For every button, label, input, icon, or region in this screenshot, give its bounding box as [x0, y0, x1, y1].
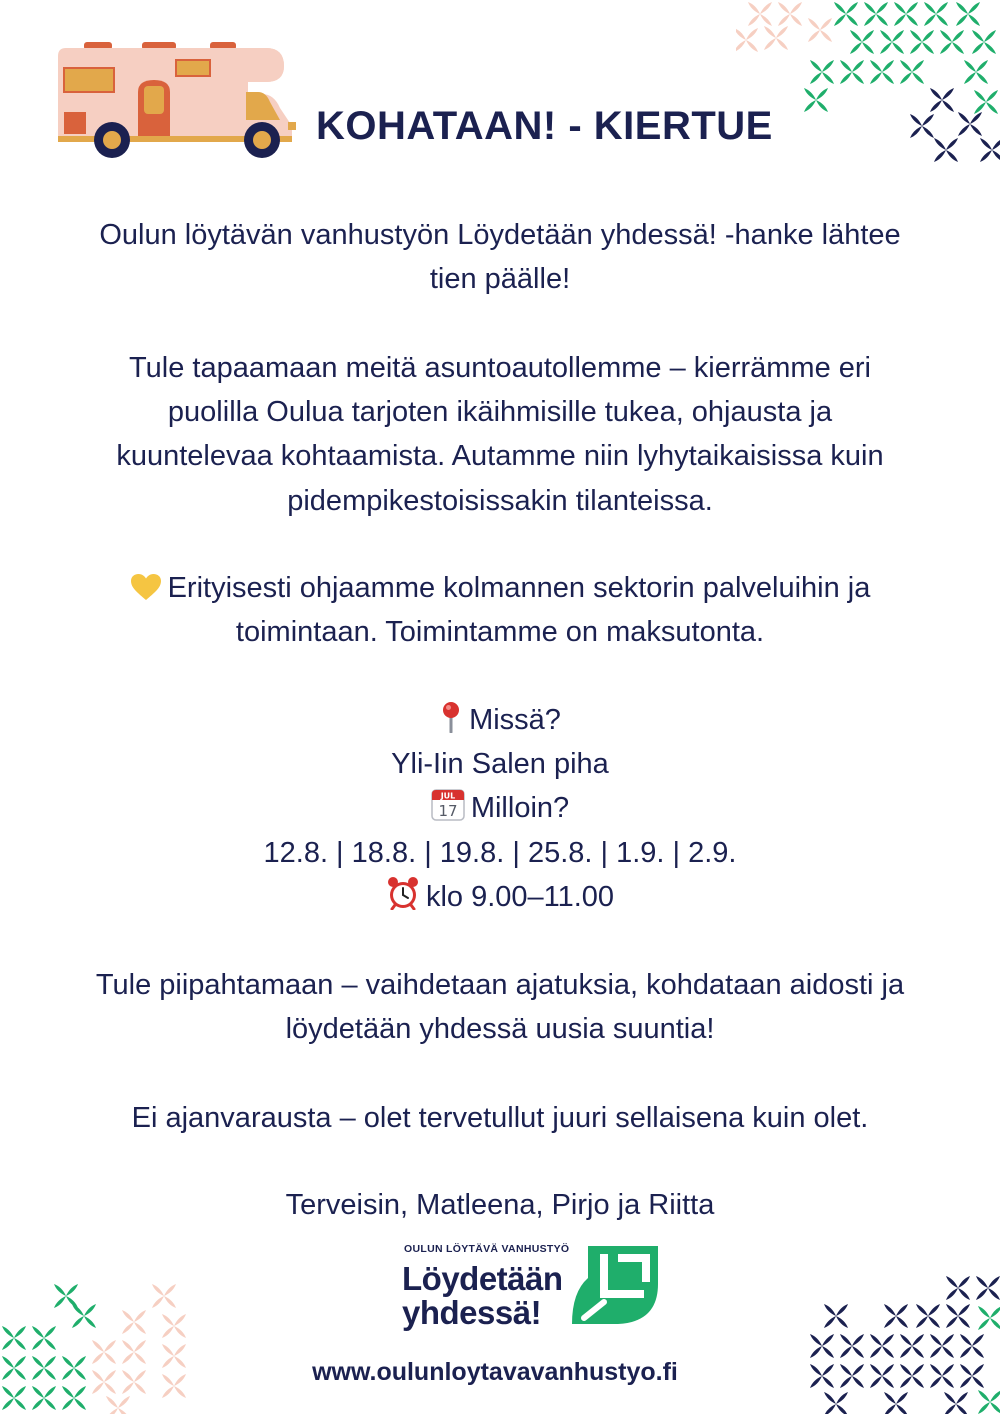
decorative-leaf-pattern — [736, 0, 1000, 175]
intro-line-1: Oulun löytävän vanhustyön Löydetään yhdessä! -hanke lähtee — [99, 219, 901, 251]
decorative-leaf-pattern-bottom-right — [806, 1274, 1000, 1414]
event-info — [40, 698, 960, 919]
decorative-leaf-pattern-bottom-left — [0, 1276, 200, 1414]
where-label-line — [40, 698, 960, 742]
calendar-month: JUL — [440, 791, 456, 801]
special-line-2: toimintaan. Toimintamme on maksutonta. — [235, 616, 765, 649]
special-line-1-text: Erityisesti ohjaamme kolmannen sektorin palveluihin ja — [167, 572, 871, 604]
logo-small-text: OULUN LÖYTÄVÄ VANHUSTYÖ — [404, 1243, 570, 1255]
description-line-4: pidempikestoisissakin tilanteissa. — [287, 484, 713, 517]
time-line — [40, 875, 960, 919]
where-value: Yli-Iin Salen piha — [391, 748, 609, 781]
website-link[interactable]: www.oulunloytavavanhustyo.fi — [312, 1358, 678, 1386]
camper-van-icon — [52, 36, 300, 162]
intro-paragraph — [40, 213, 960, 301]
signature-text: Terveisin, Matleena, Pirjo ja Riitta — [285, 1189, 715, 1221]
special-paragraph — [40, 566, 960, 654]
page-title: KOHATAAN! - KIERTUE — [316, 104, 773, 148]
when-label: Milloin? — [470, 792, 570, 825]
intro-line-2: tien päälle! — [429, 263, 571, 296]
alarm-clock-icon — [386, 876, 420, 910]
description-line-3: kuuntelevaa kohtaamista. Autamme niin lyhytaikaisissa kuin — [116, 440, 884, 473]
where-label: Missä? — [469, 704, 561, 736]
description-line-2: puolilla Oulua tarjoten ikäihmisille tukea, ohjausta ja — [167, 396, 833, 429]
leaf-logo-icon — [568, 1244, 660, 1326]
yellow-heart-icon — [130, 573, 162, 601]
event-time: klo 9.00–11.00 — [425, 880, 615, 913]
pin-icon — [439, 701, 463, 733]
description-paragraph — [40, 346, 960, 523]
special-line-1 — [40, 566, 960, 610]
logo-line-1: Löydetään — [402, 1260, 563, 1297]
logo-line-2: yhdessä! — [402, 1294, 542, 1331]
event-dates: 12.8. | 18.8. | 19.8. | 25.8. | 1.9. | 2.9. — [263, 836, 737, 869]
no-booking-text: Ei ajanvarausta – olet tervetullut juuri sellaisena kuin olet. — [131, 1102, 869, 1134]
invite-line-1: Tule piipahtamaan – vaihdetaan ajatuksia, kohdataan aidosti ja — [95, 969, 905, 1001]
invite-line-2: löydetään yhdessä uusia suuntia! — [285, 1013, 715, 1046]
calendar-icon — [431, 787, 465, 821]
when-label-line — [40, 786, 960, 830]
invite-paragraph — [40, 963, 960, 1051]
calendar-day: 17 — [438, 802, 458, 821]
description-line-1: Tule tapaamaan meitä asuntoautollemme – kierrämme eri — [129, 352, 871, 384]
